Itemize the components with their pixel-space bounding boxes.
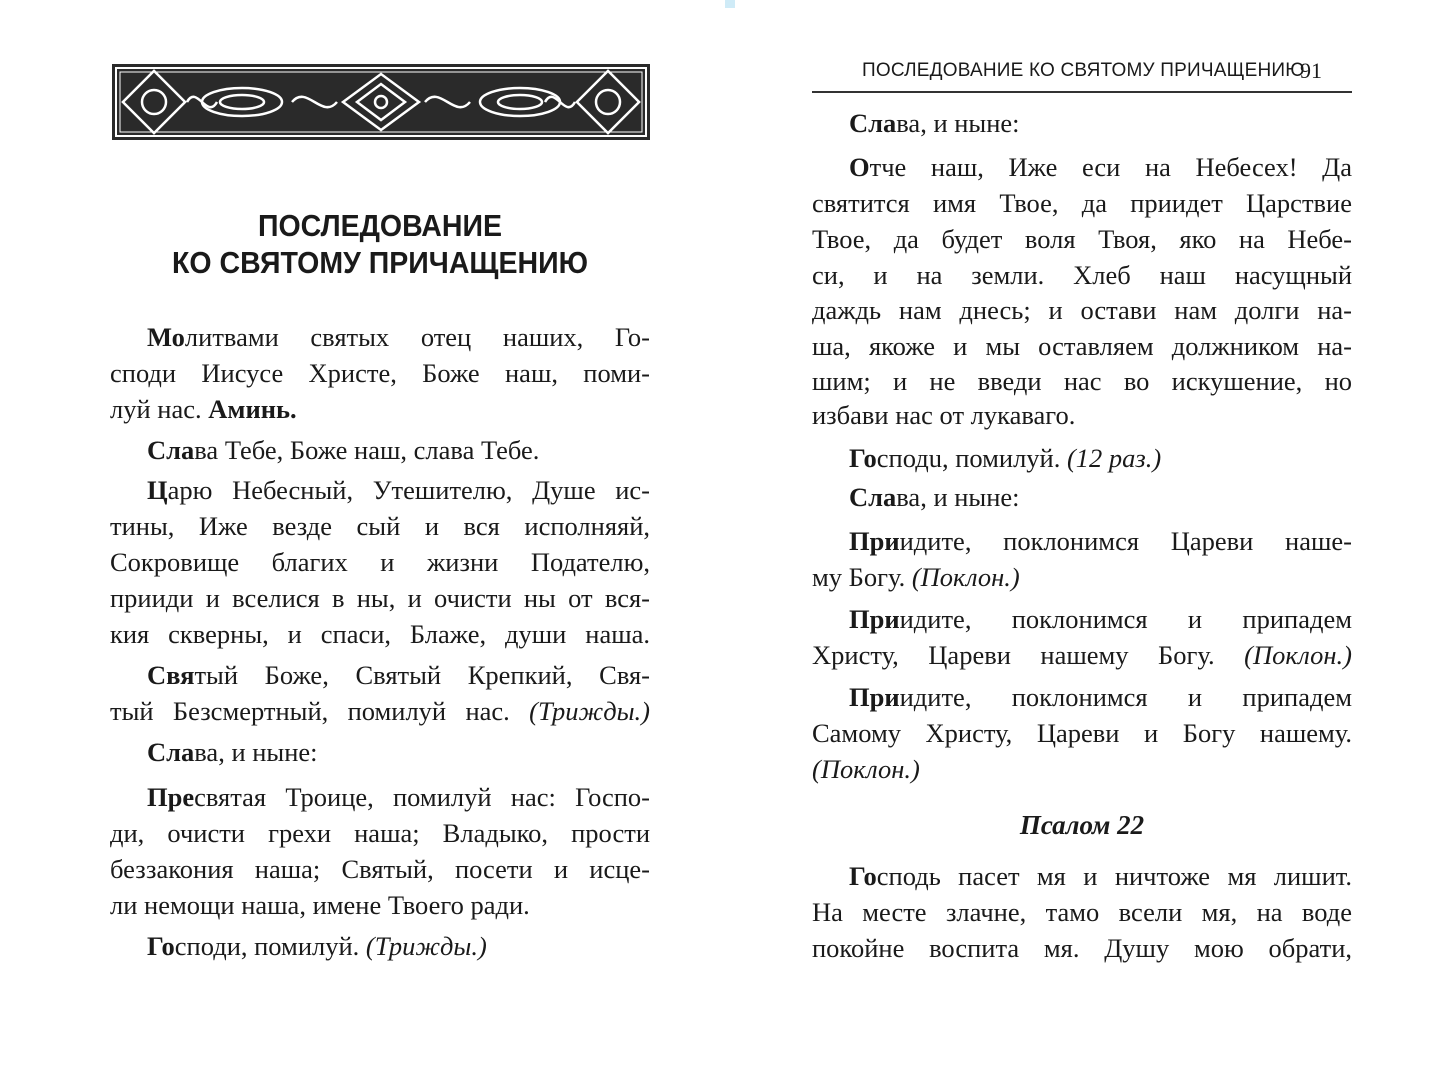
text-line — [849, 480, 1020, 514]
line-text: Твое, да будет воля Твоя, яко на Небе- — [812, 224, 1352, 254]
text-line — [147, 658, 650, 692]
line-text: ди, очисти грехи наша; Владыко, прости — [110, 818, 650, 848]
line-text: Христу, Цареви нашему Богу. — [812, 640, 1245, 670]
text-line — [147, 320, 650, 354]
text-line — [849, 524, 1352, 558]
text-line — [812, 293, 1352, 327]
lead-letters: О — [849, 152, 870, 182]
text-line — [849, 602, 1352, 636]
lead-letters: При — [849, 526, 900, 556]
text-line — [812, 895, 1352, 929]
text-line — [812, 752, 920, 786]
text-line — [110, 509, 650, 543]
text-line — [812, 638, 1352, 672]
line-text: Сокровище благих и жизни Подателю, — [110, 547, 650, 577]
line-text: беззакония наша; Святый, посети и исце- — [110, 854, 650, 884]
line-text: покойне воспита мя. Душу мою обрати, — [812, 933, 1352, 963]
lead-letters: Сла — [849, 108, 897, 138]
text-line — [812, 186, 1352, 220]
line-text: си, и на земли. Хлеб наш насущный — [812, 260, 1352, 290]
text-line — [849, 150, 1352, 184]
text-line — [849, 680, 1352, 714]
lead-letters: Пре — [147, 782, 195, 812]
ornament-headpiece — [112, 64, 650, 140]
lead-letters: Го — [849, 861, 877, 891]
text-line — [110, 617, 650, 651]
text-line — [849, 441, 1161, 475]
line-text: ша, якоже и мы оставляем должником на- — [812, 331, 1352, 361]
text-line — [110, 694, 650, 728]
line-text: шим; и не введи нас во искушение, но — [812, 366, 1352, 396]
text-line — [812, 329, 1352, 363]
italic-note: (Трижды.) — [365, 931, 487, 961]
line-text: кия скверны, и спаси, Блаже, души наша. — [110, 619, 650, 649]
text-line — [110, 545, 650, 579]
line-text: ва Тебе, Боже наш, слава Тебе. — [194, 435, 540, 465]
line-text: сподь пасет мя и ничтоже мя лишит. — [876, 861, 1352, 891]
line-text: ли немощи наша, имене Твоего ради. — [110, 890, 530, 920]
page-number: 91 — [1300, 58, 1322, 83]
text-line — [147, 929, 487, 963]
lead-letters: Ц — [147, 475, 168, 505]
line-text: На месте злачне, тамо всели мя, на воде — [812, 897, 1352, 927]
lead-letters: Сла — [849, 482, 897, 512]
line-text: тины, Иже везде сый и вся исполняяй, — [110, 511, 650, 541]
bold-word: Аминь. — [208, 394, 297, 424]
italic-note: (Поклон.) — [812, 754, 920, 784]
chapter-title-line-2: КО СВЯТОМУ ПРИЧАЩЕНИЮ — [171, 245, 589, 280]
psalm-title: Псалом 22 — [1019, 810, 1145, 840]
italic-note: (Поклон.) — [1244, 640, 1352, 670]
line-text: арю Небесный, Утешителю, Душе ис- — [167, 475, 650, 505]
text-line — [812, 222, 1352, 256]
text-line — [812, 560, 1020, 594]
text-line — [110, 816, 650, 850]
header-rule — [812, 91, 1352, 93]
line-text: му Богу. — [812, 562, 912, 592]
text-line — [147, 735, 318, 769]
text-line — [812, 398, 1075, 432]
text-line — [147, 780, 650, 814]
lead-letters: Сла — [147, 435, 195, 465]
line-text: споди Иисусе Христе, Боже наш, поми- — [110, 358, 650, 388]
line-text: тый Боже, Святый Крепкий, Свя- — [194, 660, 650, 690]
line-text: святая Троице, помилуй нас: Госпо- — [194, 782, 650, 812]
text-line — [812, 931, 1352, 965]
line-text: литвами святых отец наших, Го- — [184, 322, 650, 352]
italic-note: (12 раз.) — [1066, 443, 1162, 473]
text-line — [812, 364, 1352, 398]
line-text: Самому Христу, Цареви и Богу нашему. — [812, 718, 1352, 748]
lead-letters: При — [849, 682, 900, 712]
line-text: идите, поклонимся и припадем — [899, 682, 1352, 712]
line-text: сподu, помилуй. — [876, 443, 1067, 473]
text-line — [110, 392, 297, 426]
lead-letters: При — [849, 604, 900, 634]
lead-letters: Го — [849, 443, 877, 473]
italic-note: (Трижды.) — [529, 696, 650, 726]
line-text: тче наш, Иже еси на Небесех! Да — [869, 152, 1352, 182]
text-line — [110, 888, 530, 922]
text-line — [147, 473, 650, 507]
text-line — [110, 852, 650, 886]
text-line — [812, 258, 1352, 292]
text-line — [110, 581, 650, 615]
text-line — [812, 716, 1352, 750]
text-line — [849, 859, 1352, 893]
line-text: святится имя Твое, да приидет Царствие — [812, 188, 1352, 218]
lead-letters: Свя — [147, 660, 195, 690]
gutter-mark — [725, 0, 735, 8]
line-text: ва, и ныне: — [896, 108, 1020, 138]
line-text: идите, поклонимся Цареви наше- — [899, 526, 1352, 556]
line-text: прииди и вселися в ны, и очисти ны от вся- — [110, 583, 650, 613]
lead-letters: Сла — [147, 737, 195, 767]
text-line — [147, 433, 539, 467]
line-text: тый Безсмертный, помилуй нас. — [110, 696, 530, 726]
line-text: ва, и ныне: — [194, 737, 318, 767]
line-text: избави нас от лукаваго. — [812, 400, 1076, 430]
lead-letters: Го — [147, 931, 175, 961]
italic-note: (Поклон.) — [911, 562, 1020, 592]
chapter-title-line-1: ПОСЛЕДОВАНИЕ — [257, 208, 503, 243]
line-text: луй нас. — [110, 394, 209, 424]
line-text: идите, поклонимся и припадем — [899, 604, 1352, 634]
line-text: даждь нам днесь; и остави нам долги на- — [812, 295, 1352, 325]
line-text: споди, помилуй. — [174, 931, 366, 961]
lead-letters: Мо — [147, 322, 185, 352]
text-line — [110, 356, 650, 390]
line-text: ва, и ныне: — [896, 482, 1020, 512]
running-title: ПОСЛЕДОВАНИЕ КО СВЯТОМУ ПРИЧАЩЕНИЮ — [862, 60, 1305, 81]
text-line — [849, 106, 1020, 140]
